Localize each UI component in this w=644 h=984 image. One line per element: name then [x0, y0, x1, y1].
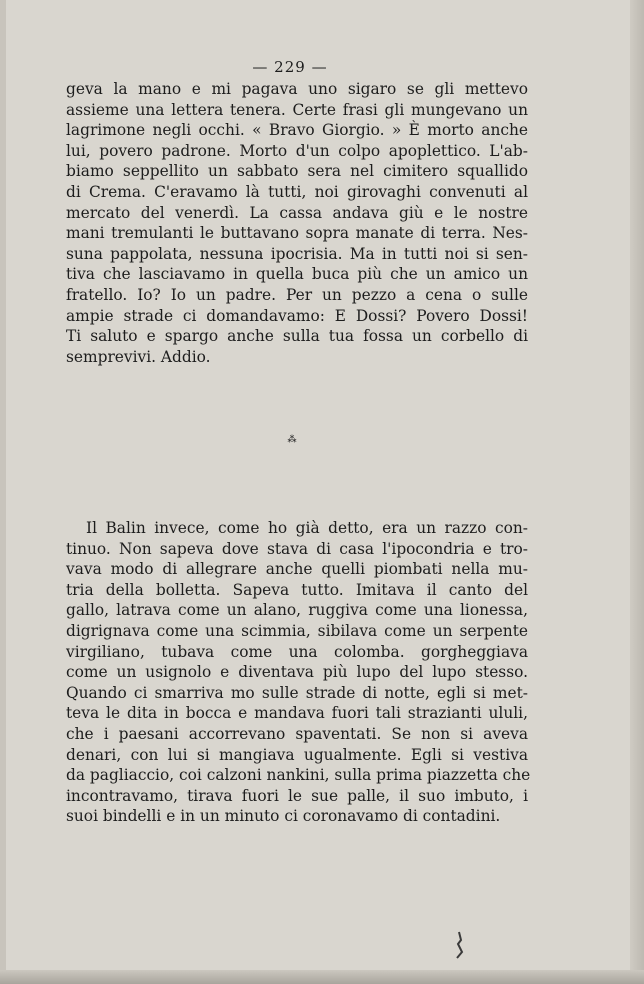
text-line: che i paesani accorrevano spaventati. Se non si aveva [66, 724, 528, 743]
text-line: ampie strade ci domandavamo: E Dossi? Povero Dossi! [66, 306, 528, 325]
text-line: lui, povero padrone. Morto d'un colpo apoplettico. L'ab- [66, 141, 528, 160]
text-line: tinuo. Non sapeva dove stava di casa l'ipocondria e tro- [66, 539, 528, 558]
text-line: tria della bolletta. Sapeva tutto. Imitava il canto del [66, 580, 528, 599]
text-line: Il Balin invece, come ho già detto, era un razzo con- [86, 519, 528, 537]
text-line: incontravamo, tirava fuori le sue palle, il suo imbuto, i [66, 786, 528, 805]
text-line: digrignava come una scimmia, sibilava come un serpente [66, 621, 528, 640]
page-right-edge [630, 0, 644, 984]
asterism-glyph: ⁂ [287, 435, 297, 445]
text-line: mani tremulanti le buttavano sopra manate di terra. Nes- [66, 224, 528, 243]
paragraph-1 [66, 79, 528, 367]
text-line: tiva che lasciavamo in quella buca più che un amico un [66, 265, 528, 284]
text-line: vava modo di allegrare anche quelli piombati nella mu- [66, 560, 528, 579]
text-line: denari, con lui si mangiava ugualmente. Egli si vestiva [66, 745, 528, 764]
text-line: assieme una lettera tenera. Certe frasi gli mungevano un [66, 100, 528, 119]
text-line: biamo seppellito un sabbato sera nel cimitero squallido [66, 162, 528, 181]
paragraph-2 [66, 518, 531, 827]
section-break-asterism [280, 436, 304, 460]
page-number: — 229 — [252, 58, 328, 76]
text-line: virgiliano, tubava come una colomba. gorgheggiava [66, 642, 528, 661]
text-line: da pagliaccio, coi calzoni nankini, sulla prima piazzetta che [66, 766, 531, 785]
text-line: semprevivi. Addio. [66, 347, 211, 366]
text-line: suoi bindelli e in un minuto ci coronavamo di contadini. [66, 807, 501, 826]
text-line: Quando ci smarriva mo sulle strade di notte, egli si met- [66, 683, 528, 702]
text-line: come un usignolo e diventava più lupo del lupo stesso. [66, 663, 528, 682]
text-line: mercato del venerdì. La cassa andava giù e le nostre [66, 203, 528, 222]
text-line: di Crema. C'eravamo là tutti, noi girovaghi convenuti al [66, 182, 528, 201]
page-left-edge [0, 0, 6, 984]
text-line: gallo, latrava come un alano, ruggiva come una lionessa, [66, 601, 528, 620]
text-line: suna pappolata, nessuna ipocrisia. Ma in tutti noi si sen- [66, 244, 528, 263]
ink-smudge [452, 930, 466, 960]
text-line: geva la mano e mi pagava uno sigaro se gli mettevo [66, 80, 528, 98]
page-bottom-edge [0, 970, 644, 984]
text-line: Ti saluto e spargo anche sulla tua fossa un corbello di [66, 327, 528, 346]
text-line: fratello. Io? Io un padre. Per un pezzo a cena o sulle [66, 285, 528, 304]
text-line: teva le dita in bocca e mandava fuori tali strazianti ululi, [66, 704, 528, 723]
text-line: lagrimone negli occhi. « Bravo Giorgio. » È morto anche [66, 121, 528, 140]
